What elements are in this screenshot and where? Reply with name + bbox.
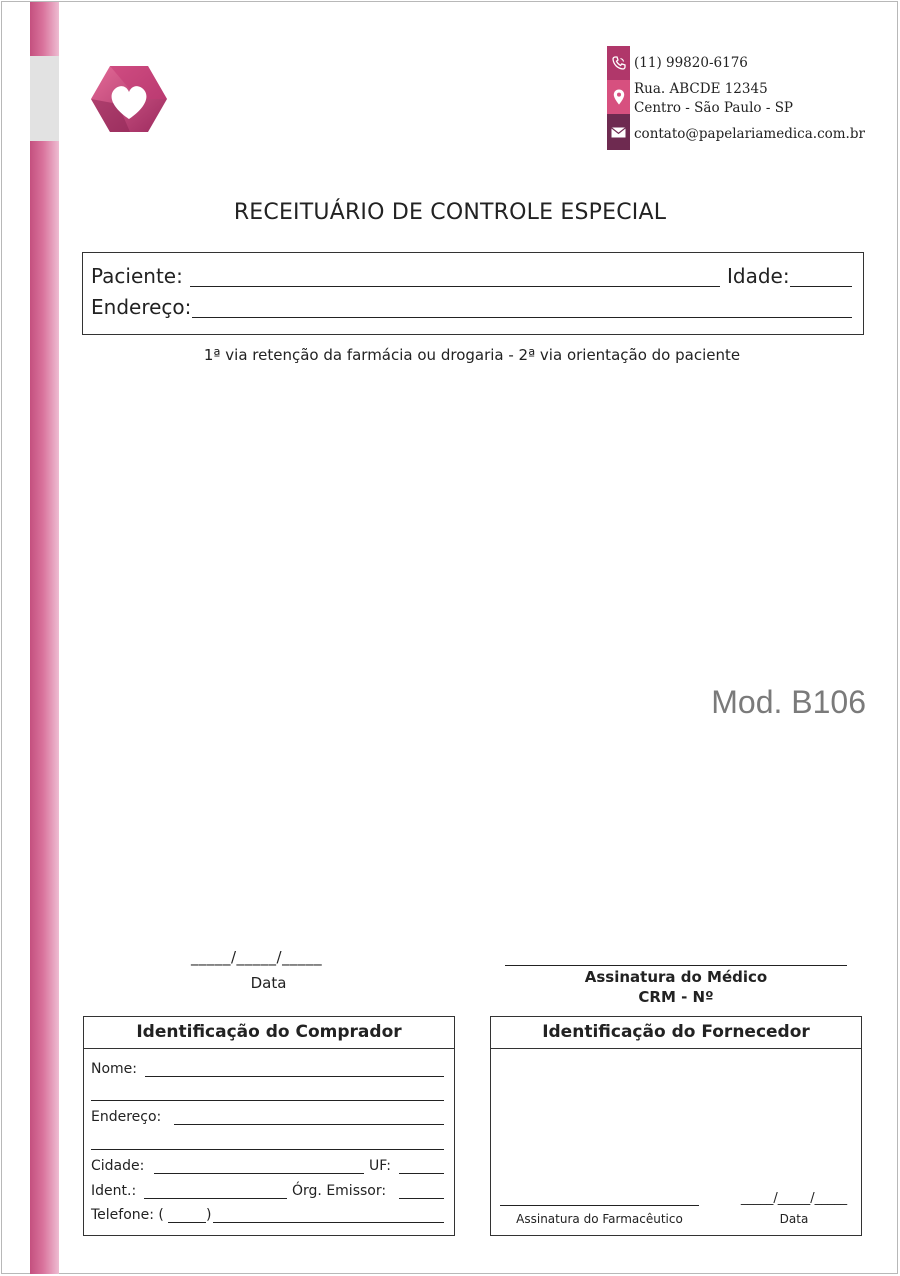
patient-box [82,252,864,335]
buyer-phone-label: Telefone: ( [91,1207,164,1223]
buyer-address-label: Endereço: [91,1109,162,1125]
buyer-address-field[interactable] [174,1124,444,1125]
prescription-date-field[interactable]: _____/_____/_____ [191,948,323,966]
supplier-card [490,1016,862,1236]
buyer-city-field[interactable] [154,1173,364,1174]
buyer-issuer-field[interactable] [399,1198,444,1199]
buyer-phone-field[interactable] [213,1222,444,1223]
buyer-name-field[interactable] [145,1076,444,1077]
date-label: Data [250,974,287,992]
supplier-card-title: Identificação do Fornecedor [491,1017,861,1049]
pharmacist-signature-label: Assinatura do Farmacêutico [516,1212,683,1226]
buyer-ident-field[interactable] [144,1198,287,1199]
age-label: Idade: [727,264,790,288]
patient-name-field[interactable] [190,286,720,287]
side-tab [30,56,59,141]
side-stripe [30,2,59,1274]
crm-label: CRM - Nº [638,988,714,1006]
buyer-name-field-2[interactable] [91,1100,444,1101]
address-label: Endereço: [91,295,192,319]
buyer-uf-field[interactable] [399,1173,444,1174]
buyer-issuer-label: Órg. Emissor: [292,1183,387,1199]
model-number: Mod. B106 [711,684,866,720]
buyer-phone-area-field[interactable] [168,1222,206,1223]
address-line-2: Centro - São Paulo - SP [634,100,794,116]
phone-number: (11) 99820-6176 [634,55,748,71]
doctor-signature-line[interactable] [505,965,847,966]
contact-icon-strip [607,46,630,150]
location-pin-icon [607,80,630,114]
buyer-name-label: Nome: [91,1061,138,1077]
age-field[interactable] [790,286,852,287]
buyer-phone-paren: ) [206,1207,212,1223]
buyer-address-field-2[interactable] [91,1149,444,1150]
heart-hexagon-logo [90,64,168,134]
supplier-date-field[interactable]: _____/_____/_____ [740,1191,848,1206]
address-line-1: Rua. ABCDE 12345 [634,81,768,97]
document-title: RECEITUÁRIO DE CONTROLE ESPECIAL [233,200,667,225]
copy-note: 1ª via retenção da farmácia ou drogaria - 2ª via orientação do paciente [203,346,741,364]
buyer-card-title: Identificação do Comprador [84,1017,454,1049]
buyer-ident-label: Ident.: [91,1183,137,1199]
supplier-date-label: Data [779,1212,809,1226]
patient-label: Paciente: [91,264,183,288]
pharmacist-signature-line[interactable] [500,1205,699,1206]
email-address: contato@papelariamedica.com.br [634,126,865,142]
buyer-city-label: Cidade: [91,1158,145,1174]
buyer-card [83,1016,455,1236]
phone-icon [607,46,630,80]
buyer-uf-label: UF: [369,1158,391,1174]
doctor-signature-label: Assinatura do Médico [584,968,768,986]
mail-icon [607,114,630,150]
patient-address-field[interactable] [192,317,852,318]
